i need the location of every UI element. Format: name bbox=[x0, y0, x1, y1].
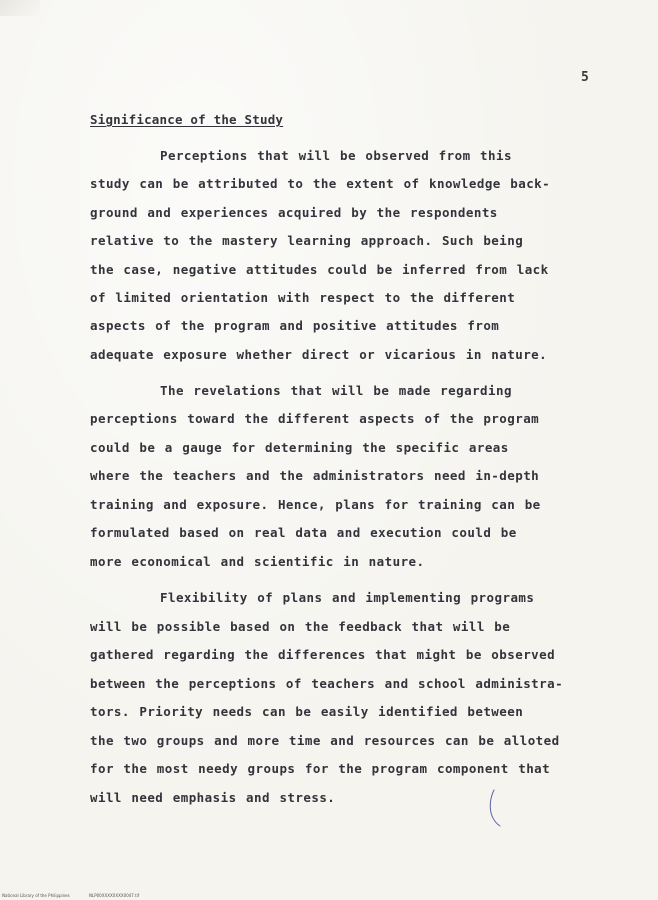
page-number: 5 bbox=[581, 70, 589, 85]
pen-stroke-mark bbox=[484, 788, 504, 828]
paragraph-1-line-7: aspects of the program and positive attitudes from bbox=[90, 318, 500, 333]
paragraph-2-line-6: formulated based on real data and execution could be bbox=[90, 525, 517, 540]
section-heading: Significance of the Study bbox=[90, 112, 284, 127]
paragraph-2-line-2: perceptions toward the different aspects of the program bbox=[90, 411, 540, 426]
scan-footer bbox=[2, 893, 157, 898]
paragraph-2-line-5: training and exposure. Hence, plans for training can be bbox=[90, 497, 541, 512]
paragraph-2-line-7: more economical and scientific in nature. bbox=[90, 554, 425, 569]
paragraph-1-line-2: study can be attributed to the extent of knowledge back- bbox=[90, 176, 551, 191]
paragraph-1-line-8: adequate exposure whether direct or vicarious in nature. bbox=[90, 347, 548, 362]
paragraph-1-line-5: the case, negative attitudes could be inferred from lack bbox=[90, 262, 549, 277]
paragraph-2-line-3: could be a gauge for determining the specific areas bbox=[90, 440, 509, 455]
paragraph-1-line-1: Perceptions that will be observed from this bbox=[160, 148, 512, 163]
scan-corner-shadow bbox=[0, 0, 40, 16]
paragraph-3-line-5: tors. Priority needs can be easily identified between bbox=[90, 704, 524, 719]
paragraph-3-line-1: Flexibility of plans and implementing programs bbox=[160, 590, 535, 605]
paragraph-3-line-8: will need emphasis and stress. bbox=[90, 790, 336, 805]
paragraph-3-line-7: for the most needy groups for the program component that bbox=[90, 761, 551, 776]
paragraph-1-line-6: of limited orientation with respect to the different bbox=[90, 290, 516, 305]
footer-file-id: NLP00XXXXXXXX0047.tif bbox=[89, 893, 140, 898]
paragraph-1-line-4: relative to the mastery learning approach. Such being bbox=[90, 233, 524, 248]
paragraph-3-line-6: the two groups and more time and resources can be alloted bbox=[90, 733, 560, 748]
paragraph-3-line-2: will be possible based on the feedback that will be bbox=[90, 619, 511, 634]
paragraph-3-line-4: between the perceptions of teachers and school administra- bbox=[90, 676, 564, 691]
paragraph-1-line-3: ground and experiences acquired by the respondents bbox=[90, 205, 498, 220]
paragraph-3-line-3: gathered regarding the differences that might be observed bbox=[90, 647, 556, 662]
footer-library: National Library of the Philippines bbox=[2, 893, 70, 898]
paragraph-2-line-1: The revelations that will be made regarding bbox=[160, 383, 512, 398]
paragraph-2-line-4: where the teachers and the administrators need in-depth bbox=[90, 468, 540, 483]
